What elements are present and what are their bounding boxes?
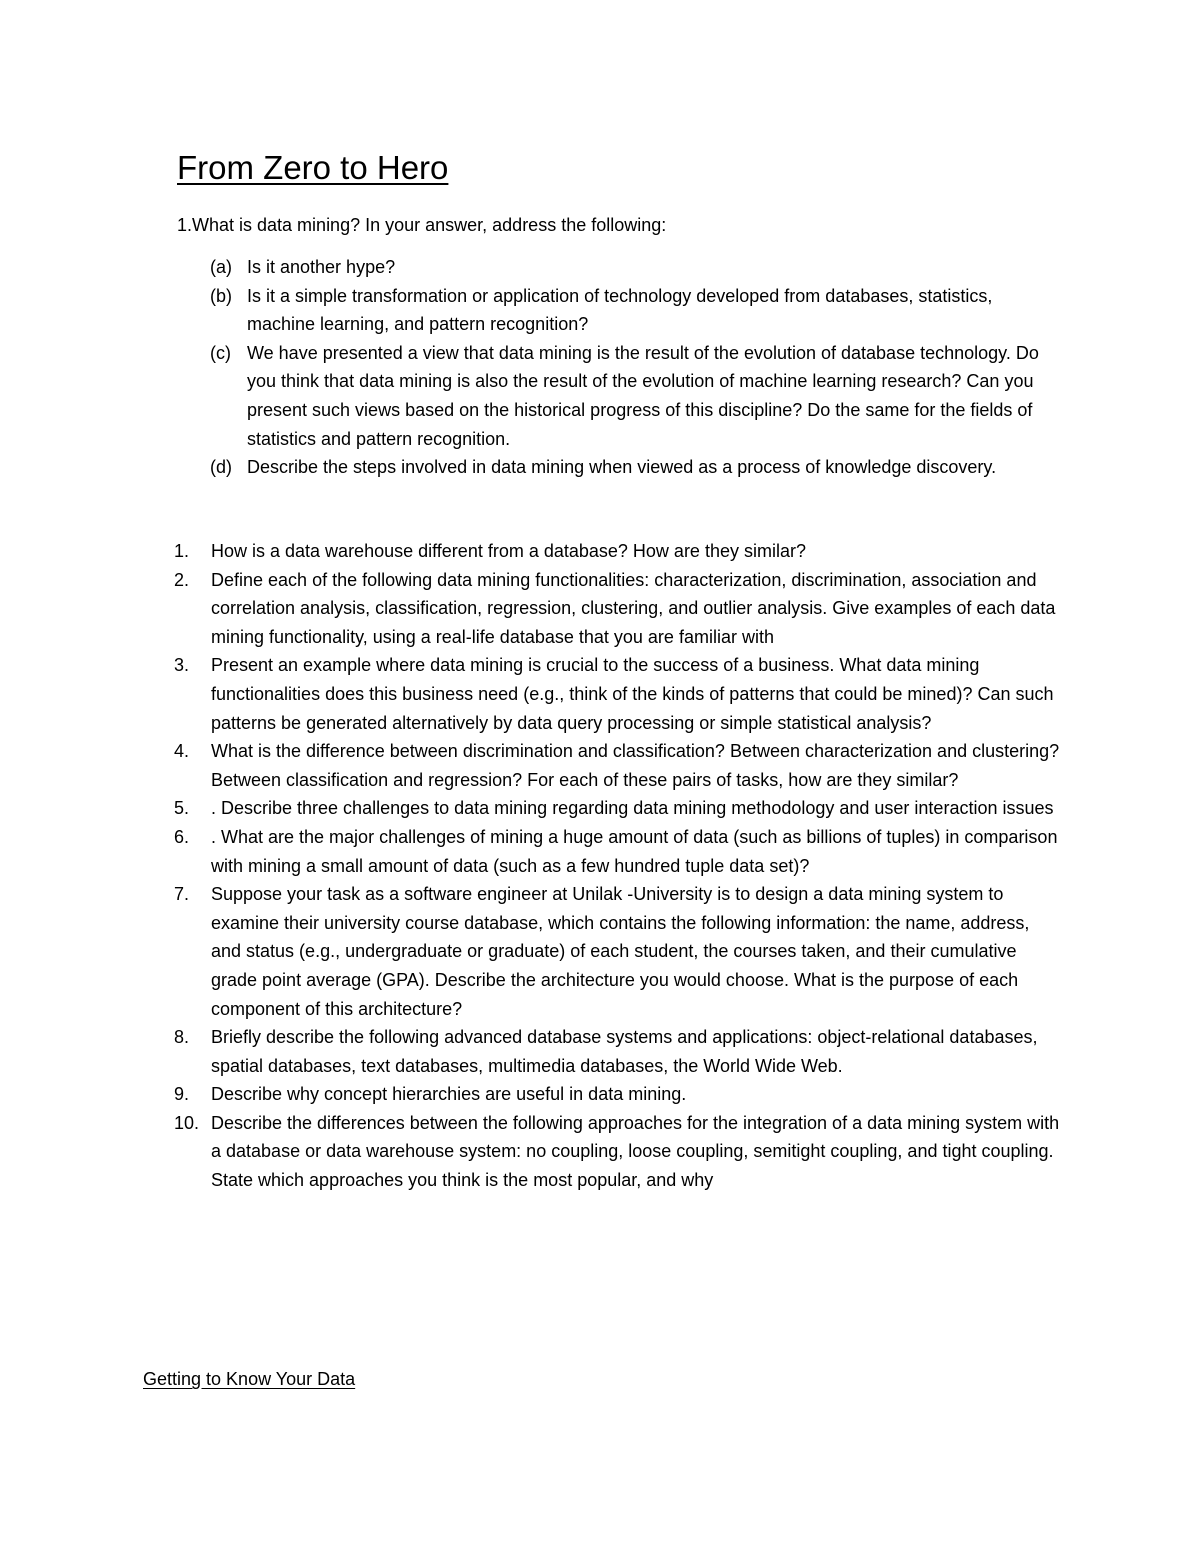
sub-question-item [210, 282, 1040, 339]
question-number: 6. [174, 826, 190, 847]
question-item [174, 651, 1064, 737]
question-number: 9. [174, 1084, 190, 1105]
sub-question-item [210, 339, 1040, 453]
question-text: Present an example where data mining is crucial to the success of a business. What data mining functionalities does this business need (e.g., think of the kinds of patterns that could be mined)? Can such patterns be generated alternatively by data query processing or simple statistical analysis? [211, 655, 1054, 733]
question-text: How is a data warehouse different from a database? How are they similar? [211, 541, 806, 561]
question-number: 5. [174, 798, 190, 819]
sub-question-marker: (d) [210, 457, 232, 478]
question-item [174, 737, 1064, 794]
question-item [174, 566, 1064, 652]
question-number: 3. [174, 655, 190, 676]
question-text: Describe why concept hierarchies are useful in data mining. [211, 1084, 687, 1105]
question-list [174, 537, 1064, 1195]
sub-question-list [210, 253, 1040, 482]
question-text: Suppose your task as a software engineer at Unilak -University is to design a data mining system to examine their university course database, which contains the following information: the name, address, and status (e.g., undergraduate or graduate) of each student, the courses taken, and their cumulative grade point average (GPA). Describe the architecture you would choose. What is the purpose of each component of this architecture? [211, 884, 1030, 1019]
next-section-heading: Getting to Know Your Data [143, 1369, 356, 1389]
question-number: 4. [174, 741, 190, 762]
sub-question-text: We have presented a view that data mining is the result of the evolution of database technology. Do you think that data mining is also the result of the evolution of machine learning research? Can you present such views based on the historical progress of this discipline? Do the same for the fields of statistics and pattern recognition. [247, 342, 1039, 449]
question-item [174, 794, 1064, 823]
question-number: 1. [174, 541, 190, 561]
question-item [174, 823, 1064, 880]
sub-question-text: Describe the steps involved in data mining when viewed as a process of knowledge discovery. [247, 457, 997, 478]
question-number: 7. [174, 884, 190, 905]
question-text: Describe the differences between the following approaches for the integration of a data mining system with a database or data warehouse system: no coupling, loose coupling, semitight coupling, and tight coupling. State which approaches you think is the most popular, and why [211, 1112, 1060, 1191]
sub-question-item [210, 453, 1040, 482]
question-text: . What are the major challenges of mining a huge amount of data (such as billions of tuples) in comparison with mining a small amount of data (such as a few hundred tuple data set)? [211, 826, 1058, 876]
sub-question-marker: (c) [210, 342, 231, 363]
question-item [174, 1109, 1064, 1195]
question-item [174, 537, 1064, 566]
question-intro: 1.What is data mining? In your answer, address the following: [177, 215, 667, 235]
question-item [174, 880, 1064, 1023]
question-text: What is the difference between discrimination and classification? Between characterization and clustering? Between classification and regression? For each of these pairs of tasks, how are they similar? [211, 741, 1060, 790]
page-title: From Zero to Hero [177, 149, 449, 186]
sub-question-text: Is it a simple transformation or application of technology developed from databases, statistics, machine learning, and pattern recognition? [247, 285, 993, 335]
sub-question-marker: (b) [210, 285, 232, 306]
question-text: . Describe three challenges to data mining regarding data mining methodology and user interaction issues [211, 798, 1054, 819]
question-number: 2. [174, 569, 190, 590]
sub-question-item [210, 253, 1040, 282]
question-number: 10. [174, 1112, 200, 1133]
sub-question-marker: (a) [210, 257, 232, 277]
sub-question-text: Is it another hype? [247, 257, 396, 277]
question-text: Define each of the following data mining functionalities: characterization, discrimination, association and correlation analysis, classification, regression, clustering, and outlier analysis. Give examples of each data mining functionality, using a real-life database that you are familiar with [211, 569, 1056, 647]
question-number: 8. [174, 1027, 190, 1048]
question-text: Briefly describe the following advanced database systems and applications: object-relational databases, spatial databases, text databases, multimedia databases, the World Wide Web. [211, 1027, 1038, 1076]
question-item [174, 1023, 1064, 1080]
question-item [174, 1080, 1064, 1109]
